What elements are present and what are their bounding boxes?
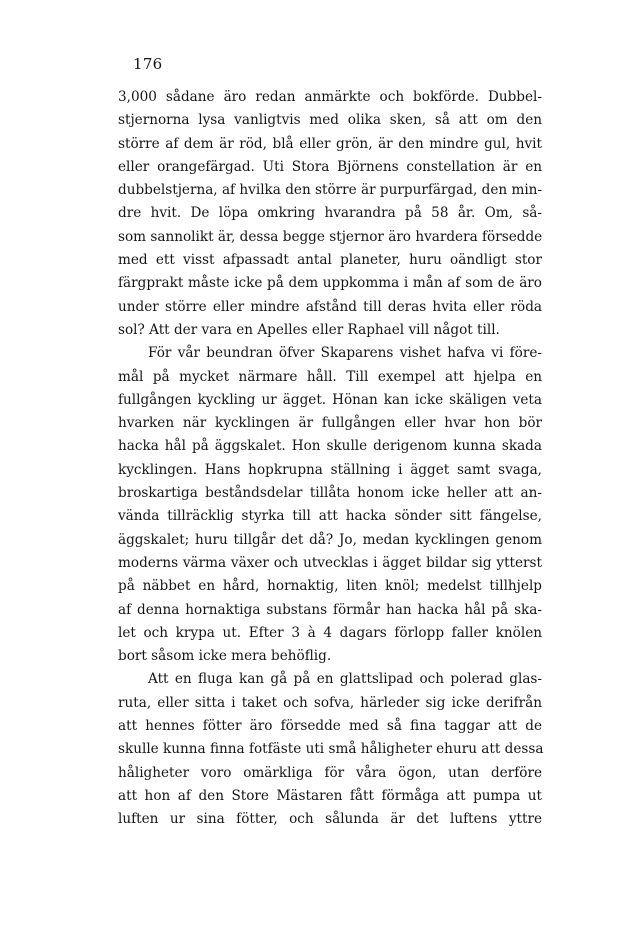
- text-line: mål på mycket närmare håll. Till exempel att hjelpa en: [118, 368, 542, 385]
- text-line: luften ur sina fötter, och sålunda är det luftens yttre: [118, 811, 542, 828]
- paragraph-end-line: bort såsom icke mera behöflig.: [118, 648, 332, 665]
- text-line: fullgången kyckling ur ägget. Hönan kan icke skäligen veta: [118, 391, 542, 408]
- text-line: dubbelstjerna, af hvilka den större är purpurfärgad, den min-: [118, 182, 543, 199]
- text-line: färgprakt måste icke på dem uppkomma i mån af som de äro: [118, 275, 542, 292]
- paragraph-start-line: För vår beundran öfver Skaparens vishet hafva vi före-: [148, 345, 542, 362]
- page-number: 176: [133, 55, 163, 73]
- text-line: vända tillräcklig styrka till att hacka sönder sitt fängelse,: [118, 508, 542, 525]
- text-line: eller orangefärgad. Uti Stora Björnens constellation är en: [118, 158, 542, 175]
- text-line: med ett visst afpassadt antal planeter, huru oändligt stor: [118, 252, 542, 269]
- text-line: let och krypa ut. Efter 3 à 4 dagars förlopp faller knölen: [118, 624, 542, 641]
- text-line: under större eller mindre afstånd till deras hvita eller röda: [118, 298, 542, 315]
- text-line: broskartiga beståndsdelar tillåta honom icke heller att an-: [118, 485, 542, 502]
- text-line: kycklingen. Hans hopkrupna ställning i ägget samt svaga,: [118, 461, 542, 478]
- text-line: hacka hål på äggskalet. Hon skulle derigenom kunna skada: [118, 438, 542, 455]
- text-line: ruta, eller sitta i taket och sofva, härleder sig icke derifrån: [118, 694, 542, 711]
- paragraph-start-line: Att en fluga kan gå på en glattslipad och polerad glas-: [148, 671, 542, 688]
- text-line: skulle kunna finna fotfäste uti små håligheter ehuru att dessa: [118, 741, 544, 758]
- text-line: dre hvit. De löpa omkring hvarandra på 58 år. Om, så-: [118, 205, 542, 222]
- paragraph-end-line: sol? Att der vara en Apelles eller Raphael vill något till.: [118, 321, 500, 338]
- body-text: [118, 86, 542, 832]
- text-line: på näbbet en hård, hornaktig, liten knöl; medelst tillhjelp: [118, 578, 542, 595]
- text-line: stjernorna lysa vanligtvis med olika sken, så att om den: [118, 112, 542, 129]
- text-line: håligheter voro omärkliga för våra ögon, utan derföre: [118, 764, 542, 781]
- text-line: af denna hornaktiga substans förmår han hacka hål på ska-: [118, 601, 542, 618]
- text-line: att hon af den Store Mästaren fått förmåga att pumpa ut: [118, 787, 542, 804]
- text-line: som sannolikt är, dessa begge stjernor äro hvardera försedde: [118, 228, 543, 245]
- text-line: större af dem är röd, blå eller grön, är den mindre gul, hvit: [118, 135, 542, 152]
- text-line: 3,000 sådane äro redan anmärkte och bokförde. Dubbel-: [118, 89, 542, 105]
- text-line: hvarken när kycklingen är fullgången eller hvar hon bör: [118, 415, 542, 432]
- text-line: att hennes fötter äro försedde med så fina taggar att de: [118, 718, 542, 735]
- text-line: äggskalet; huru tillgår det då? Jo, medan kycklingen genom: [118, 531, 542, 548]
- text-line: moderns värma växer och utvecklas i ägget bildar sig ytterst: [118, 554, 542, 571]
